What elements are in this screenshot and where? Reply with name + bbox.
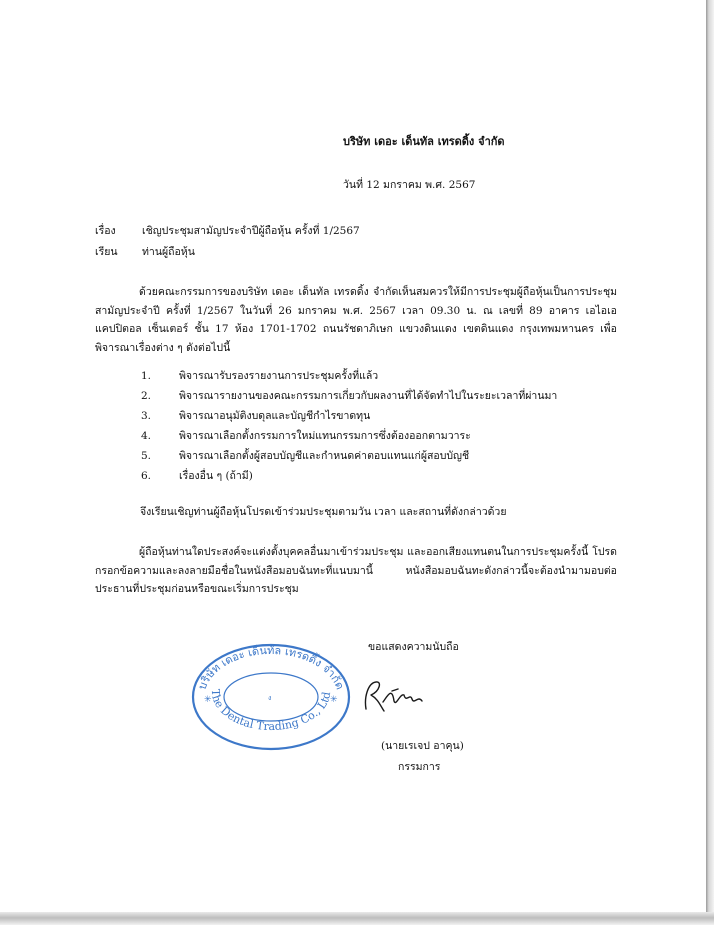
page-bottom-edge [0,912,714,925]
seal-star-icon: ✳ [330,695,338,705]
agenda-number: 6. [141,470,152,482]
agenda-item: พิจารณาเลือกตั้งผู้สอบบัญชีและกำหนดค่าตอบแทนแก่ผู้สอบบัญชี [179,450,470,462]
page-edge-shadow [706,0,714,925]
seal-center-mark-icon: ง [268,694,272,702]
recipient-label: เรียน [95,246,118,258]
handwritten-signature [360,675,430,717]
subject-text: เชิญประชุมสามัญประจำปีผู้ถือหุ้น ครั้งที่ 1/2567 [142,225,360,237]
subject-label: เรื่อง [95,225,116,237]
agenda-number: 4. [141,430,152,442]
agenda-item: พิจารณาเลือกตั้งกรรมการใหม่แทนกรรมการซึ่งต้องออกตามวาระ [179,430,471,442]
agenda-number: 5. [141,450,152,462]
agenda-item: พิจารณาอนุมัติงบดุลและบัญชีกำไรขาดทุน [179,410,371,422]
seal-star-icon: ✳ [204,695,212,705]
agenda-number: 3. [141,410,152,422]
agenda-item: พิจารณารับรองรายงานการประชุมครั้งที่แล้ว [179,370,379,382]
company-name: บริษัท เดอะ เด็นทัล เทรดดิ้ง จำกัด [343,135,505,148]
agenda-item: พิจารณารายงานของคณะกรรมการเกี่ยวกับผลงานที่ได้จัดทำไปในระยะเวลาที่ผ่านมา [179,390,558,402]
seal-thai-text: บริษัท เดอะ เด็นทัล เทรดดิ้ง จำกัด [195,643,347,692]
recipient-text: ท่านผู้ถือหุ้น [142,246,195,258]
agenda-number: 2. [141,390,152,402]
intro-paragraph: ด้วยคณะกรรมการของบริษัท เดอะ เด็นทัล เทรดดิ้ง จำกัดเห็นสมควรให้มีการประชุมผู้ถือหุ้นเป็นการประชุม สามัญประจำปี ครั้งที่ 1/2567 ในวันที่ 26 มกราคม พ.ศ. 2567 เวลา 09.30 น. ณ เลขที่ 89 อาคาร เอไอเอ แคปปิตอล เซ็นเตอร์ ชั้น 17 ห้อง 1701-1702 ถนนรัชดาภิเษก แขวงดินแดง เขตดินแดง กรุงเทพมหานคร เพื่อพิจารณาเรื่องต่าง ๆ ดังต่อไปนี้ [95,286,617,354]
signer-name: (นายเรเจป อาคุน) [381,740,464,752]
signer-title: กรรมการ [398,761,441,773]
agenda-item: เรื่องอื่น ๆ (ถ้ามี) [179,470,253,482]
agenda-number: 1. [141,370,152,382]
company-seal [190,642,352,752]
invitation-text: จึงเรียนเชิญท่านผู้ถือหุ้นโปรดเข้าร่วมประชุมตามวัน เวลา และสถานที่ดังกล่าวด้วย [140,506,507,518]
closing-text: ขอแสดงความนับถือ [368,641,459,653]
letter-date: วันที่ 12 มกราคม พ.ศ. 2567 [343,179,476,191]
proxy-paragraph: ผู้ถือหุ้นท่านใดประสงค์จะแต่งตั้งบุคคลอื่นมาเข้าร่วมประชุม และออกเสียงแทนตนในการประชุมครั้งนี้ โปรด กรอกข้อความและลงลายมือชื่อในหนังสือมอบฉันทะที่แนบมานี้ หนังสือมอบฉันทะดังกล่าวนี้จะต้องนำมามอบต่อ ประธานที่ประชุมก่อนหรือขณะเริ่มการประชุม [95,546,617,595]
seal-english-text: The Dental Trading Co., Ltd [208,688,334,734]
